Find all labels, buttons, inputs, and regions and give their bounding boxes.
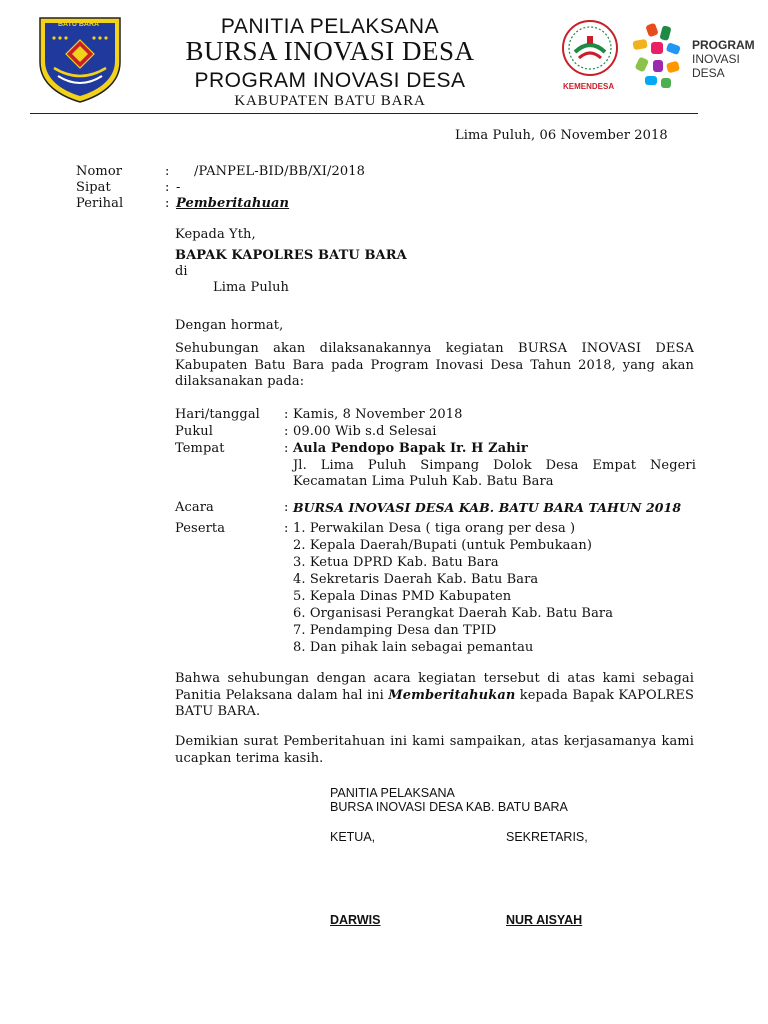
recipient-name: BAPAK KAPOLRES BATU BARA [175, 248, 407, 263]
meta-sep: : [165, 196, 170, 211]
meta-label-nomor: Nomor [76, 164, 123, 179]
detail-address-line1: Jl. Lima Puluh Simpang Dolok Desa Empat Negeri [293, 458, 696, 473]
list-item: 6. Organisasi Perangkat Daerah Kab. Batu Bara [293, 606, 614, 621]
detail-label-hari: Hari/tanggal [175, 407, 260, 422]
detail-value-acara: BURSA INOVASI DESA KAB. BATU BARA TAHUN 2018 [293, 500, 682, 515]
greeting: Dengan hormat, [175, 318, 284, 333]
detail-value-tempat: Aula Pendopo Bapak Ir. H Zahir [293, 441, 528, 456]
header-committee: PANITIA PELAKSANA [220, 15, 440, 38]
signature-left-name: DARWIS [330, 913, 381, 927]
list-item: 3. Ketua DPRD Kab. Batu Bara [293, 555, 499, 570]
closing-paragraph-1 [175, 671, 694, 721]
signature-line2: BURSA INOVASI DESA KAB. BATU BARA [330, 800, 568, 814]
list-item: 4. Sekretaris Daerah Kab. Batu Bara [293, 572, 539, 587]
meta-value-sipat: - [176, 180, 181, 195]
logo-label: BATU BARA [58, 21, 100, 28]
signature-right-name: NUR AISYAH [506, 913, 583, 927]
meta-sep: : [165, 180, 170, 195]
program-logo-line1: PROGRAM [692, 38, 755, 52]
meta-value-nomor: /PANPEL-BID/BB/XI/2018 [194, 164, 365, 179]
detail-address-line2: Kecamatan Lima Puluh Kab. Batu Bara [293, 474, 554, 489]
recipient-salutation: Kepada Yth, [175, 227, 256, 242]
detail-label-acara: Acara [175, 500, 214, 515]
meta-value-perihal: Pemberitahuan [176, 196, 290, 211]
recipient-di: di [175, 264, 188, 279]
meta-sep: : [165, 164, 170, 179]
detail-label-peserta: Peserta [175, 521, 226, 536]
detail-value-hari: Kamis, 8 November 2018 [293, 407, 463, 422]
closing-text: kepada Bapak KAPOLRES BATU BARA. [175, 687, 694, 719]
header-divider [30, 113, 698, 114]
program-logo-line2: INOVASI [692, 52, 740, 66]
letter-date: Lima Puluh, 06 November 2018 [455, 128, 668, 143]
signature-right-title: SEKRETARIS, [506, 830, 588, 844]
closing-text: Bahwa sehubungan dengan acara kegiatan tersebut di atas kami sebagai Panitia Pelaksana dalam hal ini [175, 671, 694, 703]
meta-label-perihal: Perihal [76, 196, 124, 211]
list-item: 8. Dan pihak lain sebagai pemantau [293, 640, 534, 655]
header-program: PROGRAM INOVASI DESA [194, 69, 466, 92]
detail-colon: : [284, 441, 289, 456]
closing-paragraph-2: Demikian surat Pemberitahuan ini kami sampaikan, atas kerjasamanya kami ucapkan terima kasih. [175, 734, 694, 766]
detail-value-pukul: 09.00 Wib s.d Selesai [293, 424, 437, 439]
list-item: 1. Perwakilan Desa ( tiga orang per desa ) [293, 521, 576, 536]
signature-line1: PANITIA PELAKSANA [330, 786, 455, 800]
kemendesa-label: KEMENDESA [563, 82, 615, 91]
program-inovasi-desa-logo [629, 22, 685, 94]
detail-colon: : [284, 500, 289, 515]
detail-colon: : [284, 407, 289, 422]
program-logo-line3: DESA [692, 66, 725, 80]
recipient-place: Lima Puluh [213, 280, 290, 295]
list-item: 2. Kepala Daerah/Bupati (untuk Pembukaan) [293, 538, 593, 553]
header-event-title: BURSA INOVASI DESA [185, 36, 475, 66]
intro-paragraph: Sehubungan akan dilaksanakannya kegiatan BURSA INOVASI DESA Kabupaten Batu Bara pada Program Inovasi Desa Tahun 2018, yang akan dilaksanakan pada: [175, 341, 694, 389]
kemendesa-logo [557, 18, 623, 86]
closing-emphasis: Memberitahukan [388, 687, 516, 703]
list-item: 5. Kepala Dinas PMD Kabupaten [293, 589, 512, 604]
detail-colon: : [284, 521, 289, 536]
detail-label-tempat: Tempat [175, 441, 225, 456]
signature-left-title: KETUA, [330, 830, 376, 844]
detail-colon: : [284, 424, 289, 439]
detail-label-pukul: Pukul [175, 424, 214, 439]
header-regency: KABUPATEN BATU BARA [234, 93, 426, 109]
list-item: 7. Pendamping Desa dan TPID [293, 623, 497, 638]
meta-label-sipat: Sipat [76, 180, 111, 195]
